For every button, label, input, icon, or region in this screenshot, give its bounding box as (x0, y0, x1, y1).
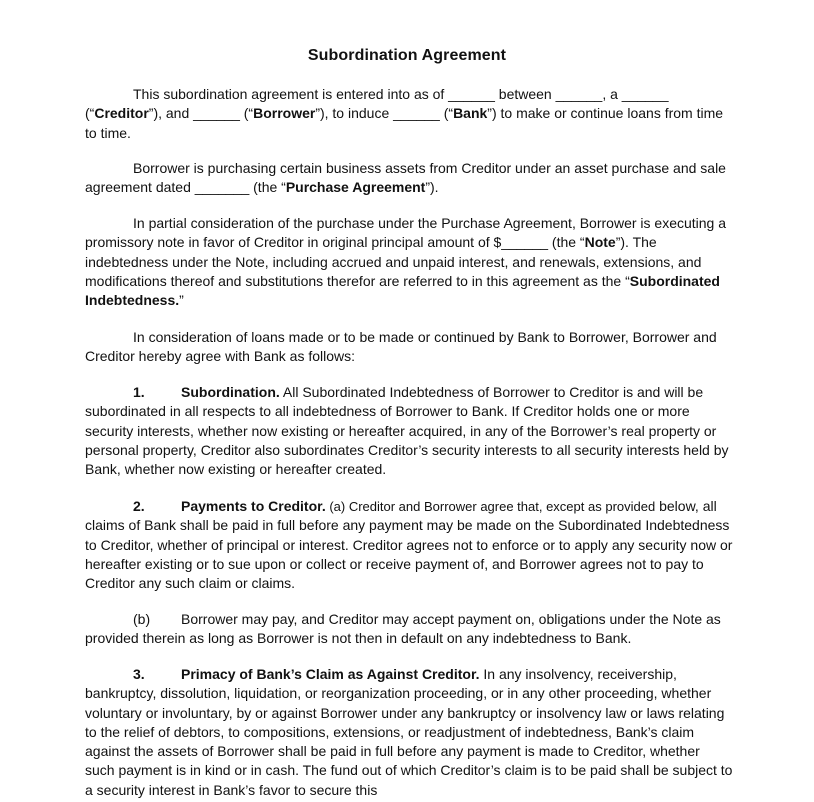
section-heading: Subordination. (181, 384, 280, 400)
term-creditor: Creditor (94, 105, 149, 122)
consideration-paragraph: In consideration of loans made or to be made or continued by Bank to Borrower, Borrower and Creditor hereby agree with Bank as follows: (85, 329, 717, 365)
section-number: 2. (133, 498, 145, 514)
section-2b: (b) Borrower may pay, and Creditor may accept payment on, obligations under the Note as provided therein as long as Borrower is not then in default on any indebtedness to Bank. (85, 611, 721, 647)
section-number: 1. (133, 384, 145, 400)
section-3-primacy: 3. Primacy of Bank’s Claim as Against Creditor. In any insolvency, receivership, bankruptcy, dissolution, liquidation, or reorganization proceeding, or in any other proceeding, whether voluntary or involuntary, by or against Borrower under any bankruptcy or insolvency law or laws relating to the relief of debtors, to compositions, extensions, or readjustment of indebtedness, Bank’s claim against the assets of Borrower shall be paid in full before any payment is made to Creditor, whether such payment is in kind or in cash. The fund out of which Creditor’s claim is to be paid shall be subject to a security interest in Bank’s favor to secure this (85, 666, 733, 798)
section-2-payments: 2. Payments to Creditor. (a) Creditor and Borrower agree that, except as provided below, all claims of Bank shall be paid in full before any payment may be made on the Subordinated Indebtedness to Creditor, whether of principal or interest. Creditor agrees not to enforce or to apply any security now or hereafter existing or to sue upon or collect or receive payment of, and Borrower agrees not to pay to Creditor any such claim or claims. (85, 498, 733, 592)
term-bank: Bank (453, 105, 488, 122)
section-number: 3. (133, 666, 145, 682)
term-borrower: Borrower (253, 105, 316, 122)
note-paragraph: In partial consideration of the purchase under the Purchase Agreement, Borrower is executing a promissory note in favor of Creditor in original principal amount of $______ (the “Note”). The indebtedness under the Note, including accrued and unpaid interest, and renewals, extensions, and modifications thereof and substitutions therefor are referred to in this agreement as the “Subordinated Indebtedness.” (85, 215, 727, 309)
section-heading: Primacy of Bank’s Claim as Against Creditor. (181, 666, 480, 682)
document-title: Subordination Agreement (307, 47, 507, 64)
section-heading: Payments to Creditor. (181, 498, 326, 514)
subsection-label: (b) (133, 611, 151, 627)
term-purchase-agreement: Purchase Agreement (285, 179, 426, 196)
term-subordinated-indebtedness: Subordinated Indebtedness. (85, 272, 720, 309)
intro-paragraph: This subordination agreement is entered into as of ______ between ______, a ______ (“Creditor”), and ______ (“Borrower”), to induce ______ (“Bank”) to make or continue loans from time to time. (85, 86, 724, 141)
term-note: Note (584, 234, 616, 251)
purchase-paragraph: Borrower is purchasing certain business assets from Creditor under an asset purchase and sale agreement dated _______ (the “Purchase Agreement”). (85, 160, 726, 196)
section-1-subordination: 1. Subordination. All Subordinated Indebtedness of Borrower to Creditor is and will be subordinated in all respects to all indebtedness of Borrower to Bank. If Creditor holds one or more security interests, whether now existing or hereafter acquired, in any of the Borrower’s real property or personal property, Creditor also subordinates Creditor’s security interests to all security interests held by Bank, whether now existing or hereafter created. (85, 384, 729, 478)
